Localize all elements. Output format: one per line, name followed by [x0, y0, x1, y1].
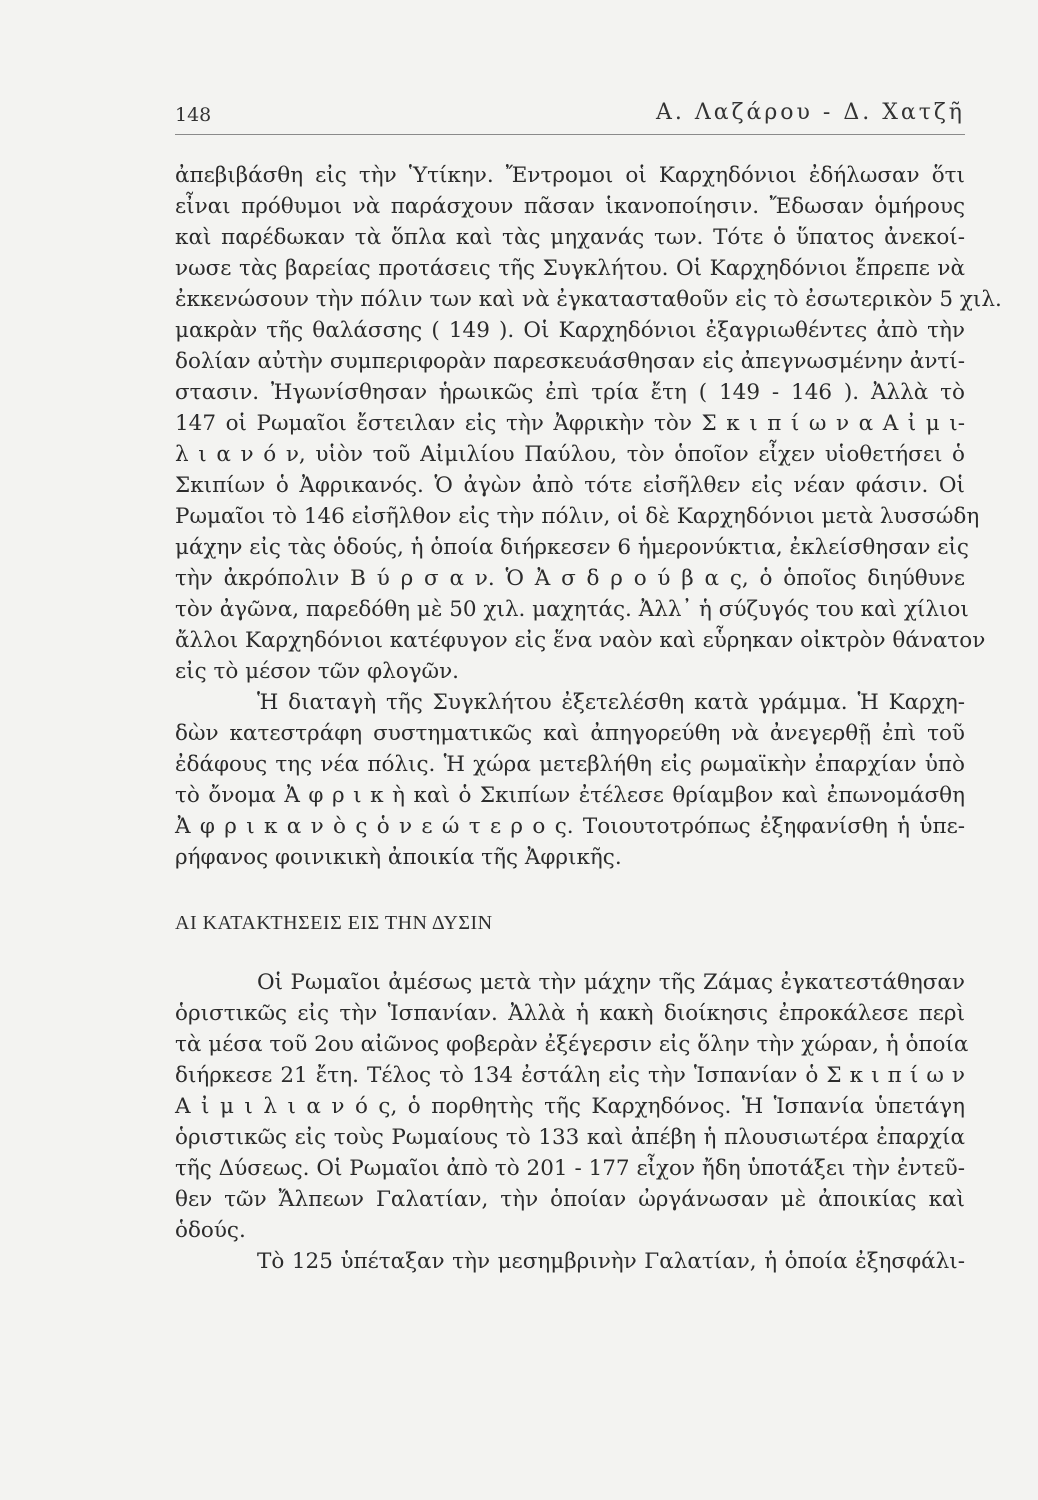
text-line: τὰ μέσα τοῦ 2ου αἰῶνος φοβερὰν ἐξέγερσιν εἰς ὅλην τὴν χώραν, ἡ ὁποία — [175, 1032, 969, 1057]
text-line: τὴν ἀκρόπολιν Β ύ ρ σ α ν. Ὁ Ἀ σ δ ρ ο ύ β α ς, ὁ ὁποῖος διηύθυνε — [175, 566, 965, 591]
paragraph-3 — [175, 967, 969, 1246]
text-line: Α ἰ μ ι λ ι α ν ό ς, ὁ πορθητὴς τῆς Καρχηδόνος. Ἡ Ἱσπανία ὑπετάγη — [175, 1094, 965, 1119]
text-line: μακρὰν τῆς θαλάσσης ( 149 ). Οἱ Καρχηδόνιοι ἐξαγριωθέντες ἀπὸ τὴν — [175, 318, 965, 343]
text-line: μάχην εἰς τὰς ὁδούς, ἡ ὁποία διήρκεσεν 6 ἡμερονύκτια, ἐκλείσθησαν εἰς — [175, 535, 969, 560]
text-line: εἰς τὸ μέσον τῶν φλογῶν. — [175, 659, 459, 684]
text-line: ἄλλοι Καρχηδόνιοι κατέφυγον εἰς ἕνα ναὸν καὶ εὗρηκαν οἰκτρὸν θάνατον — [175, 628, 986, 653]
running-head: Α. Λαζάρου - Δ. Χατζῆ — [655, 100, 965, 125]
text-line: διήρκεσε 21 ἔτη. Τέλος τὸ 134 ἐστάλη εἰς τὴν Ἱσπανίαν ὁ Σ κ ι π ί ω ν — [175, 1063, 965, 1088]
text-line: ἐδάφους της νέα πόλις. Ἡ χώρα μετεβλήθη εἰς ρωμαϊκὴν ἐπαρχίαν ὑπὸ — [175, 752, 965, 777]
text-line: ὁριστικῶς εἰς τοὺς Ρωμαίους τὸ 133 καὶ ἀπέβη ἡ πλουσιωτέρα ἐπαρχία — [175, 1125, 965, 1150]
paragraph-2 — [175, 687, 965, 873]
text-line: εἶναι πρόθυμοι νὰ παράσχουν πᾶσαν ἱκανοποίησιν. Ἔδωσαν ὁμήρους — [175, 194, 965, 219]
text-line: τὸ ὄνομα Ἀ φ ρ ι κ ὴ καὶ ὁ Σκιπίων ἐτέλεσε θρίαμβον καὶ ἐπωνομάσθη — [175, 783, 965, 808]
paragraph-1 — [175, 160, 1002, 687]
text-line: λ ι α ν ό ν, υἱὸν τοῦ Αἰμιλίου Παύλου, τὸν ὁποῖον εἶχεν υἱοθετήσει ὁ — [175, 442, 965, 467]
section-spacer — [175, 873, 965, 903]
text-line: τὸν ἀγῶνα, παρεδόθη μὲ 50 χιλ. μαχητάς. Ἀλλ᾽ ἡ σύζυγός του καὶ χίλιοι — [175, 597, 969, 622]
text-line: Σκιπίων ὁ Ἀφρικανός. Ὁ ἀγὼν ἀπὸ τότε εἰσῆλθεν εἰς νέαν φάσιν. Οἱ — [175, 473, 965, 498]
text-line: στασιν. Ἠγωνίσθησαν ἡρωικῶς ἐπὶ τρία ἔτη ( 149 - 146 ). Ἀλλὰ τὸ — [175, 380, 965, 405]
text-line: Ρωμαῖοι τὸ 146 εἰσῆλθον εἰς τὴν πόλιν, οἱ δὲ Καρχηδόνιοι μετὰ λυσσώδη — [175, 504, 980, 529]
page-body — [175, 160, 1002, 1277]
text-line: νωσε τὰς βαρείας προτάσεις τῆς Συγκλήτου. Οἱ Καρχηδόνιοι ἔπρεπε νὰ — [175, 256, 965, 281]
text-line: ἀπεβιβάσθη εἰς τὴν Ὑτίκην. Ἔντρομοι οἱ Καρχηδόνιοι ἐδήλωσαν ὅτι — [175, 163, 965, 188]
text-line: καὶ παρέδωκαν τὰ ὅπλα καὶ τὰς μηχανάς των. Τότε ὁ ὕπατος ἀνεκοί- — [175, 225, 965, 250]
text-line: θεν τῶν Ἄλπεων Γαλατίαν, τὴν ὁποίαν ὠργάνωσαν μὲ ἀποικίας καὶ — [175, 1187, 965, 1212]
text-line: δὼν κατεστράφη συστηματικῶς καὶ ἀπηγορεύθη νὰ ἀνεγερθῇ ἐπὶ τοῦ — [175, 721, 965, 746]
section-heading: ΑΙ ΚΑΤΑΚΤΗΣΕΙΣ ΕΙΣ ΤΗΝ ΔΥΣΙΝ — [175, 912, 493, 934]
text-line: ἐκκενώσουν τὴν πόλιν των καὶ νὰ ἐγκατασταθοῦν εἰς τὸ ἐσωτερικὸν 5 χιλ. — [175, 287, 1002, 312]
page-header — [175, 98, 965, 135]
text-line: ὁδούς. — [175, 1218, 246, 1243]
text-line: τῆς Δύσεως. Οἱ Ρωμαῖοι ἀπὸ τὸ 201 - 177 εἶχον ἤδη ὑποτάξει τὴν ἐντεῦ- — [175, 1156, 965, 1181]
text-line: δολίαν αὐτὴν συμπεριφορὰν παρεσκευάσθησαν εἰς ἀπεγνωσμένην ἀντί- — [175, 349, 965, 374]
page-number: 148 — [175, 104, 212, 126]
text-line: Ἀ φ ρ ι κ α ν ὸ ς ὁ ν ε ώ τ ε ρ ο ς. Τοιουτοτρόπως ἐξηφανίσθη ἡ ὑπε- — [175, 814, 965, 839]
paragraph-4 — [175, 1246, 965, 1277]
text-line: 147 οἱ Ρωμαῖοι ἔστειλαν εἰς τὴν Ἀφρικὴν τὸν Σ κ ι π ί ω ν α Α ἰ μ ι- — [175, 411, 965, 436]
text-line: Τὸ 125 ὑπέταξαν τὴν μεσημβρινὴν Γαλατίαν, ἡ ὁποία ἐξησφάλι- — [257, 1249, 965, 1274]
text-line: Οἱ Ρωμαῖοι ἀμέσως μετὰ τὴν μάχην τῆς Ζάμας ἐγκατεστάθησαν — [257, 970, 965, 995]
text-line: Ἡ διαταγὴ τῆς Συγκλήτου ἐξετελέσθη κατὰ γράμμα. Ἡ Καρχη- — [257, 690, 965, 715]
text-line: ρήφανος φοινικικὴ ἀποικία τῆς Ἀφρικῆς. — [175, 845, 622, 870]
section-spacer — [175, 943, 965, 967]
text-line: ὁριστικῶς εἰς τὴν Ἱσπανίαν. Ἀλλὰ ἡ κακὴ διοίκησις ἐπροκάλεσε περὶ — [175, 1001, 965, 1026]
